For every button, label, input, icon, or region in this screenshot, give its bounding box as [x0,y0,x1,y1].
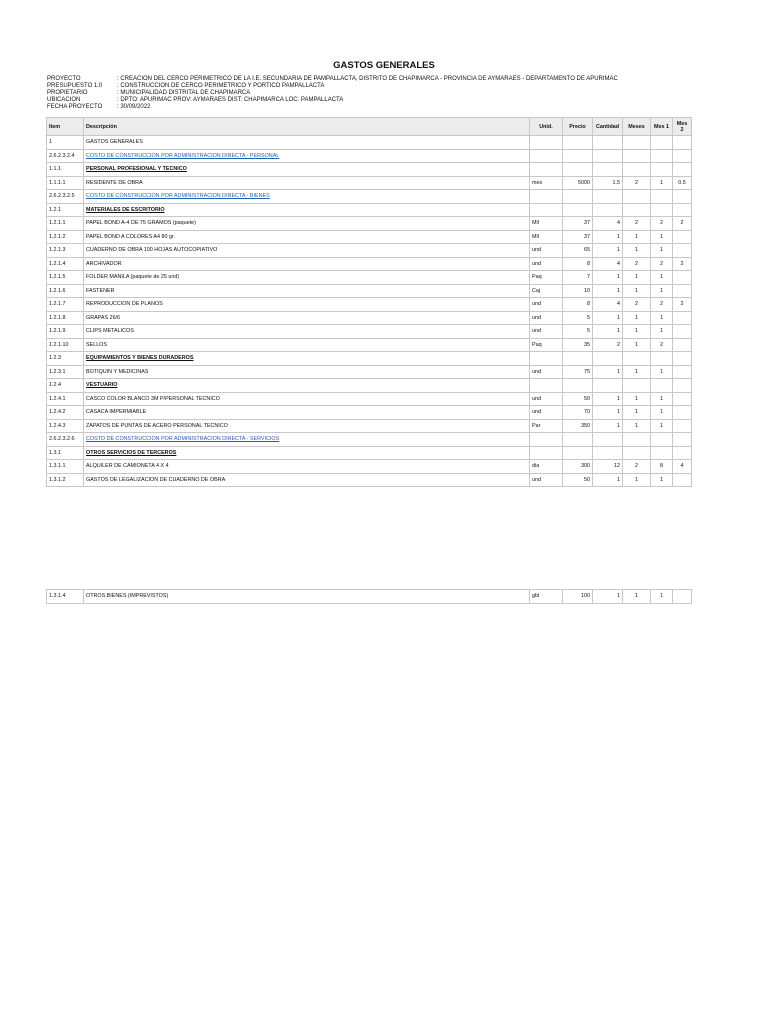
cell-unit [530,203,563,217]
cell-unit [530,352,563,366]
cell-description: VESTUARIO [84,379,530,393]
cell-quantity [593,163,623,177]
cell-unit: und [530,244,563,258]
cell-price [563,446,593,460]
table-body [47,136,692,487]
cell-months [623,136,651,150]
cell-description: CUADERNO DE OBRA 100 HOJAS AUTOCOPIATIVO [84,244,530,258]
header-price: Precio [563,118,593,136]
cell-months: 2 [623,176,651,190]
cell-quantity: 1 [593,244,623,258]
cell-quantity [593,149,623,163]
cell-item: 1.2.4.1 [47,392,84,406]
cell-quantity: 2 [593,338,623,352]
cell-unit: und [530,365,563,379]
cell-month-2 [673,136,692,150]
cell-item: 1.2.4 [47,379,84,393]
cell-months: 1 [623,230,651,244]
cell-description: GASTOS GENERALES [84,136,530,150]
cell-quantity [593,379,623,393]
cell-month-1: 1 [651,590,673,604]
cell-price [563,433,593,447]
header-month-2: Mes 2 [673,118,692,136]
cell-quantity: 1 [593,325,623,339]
cell-month-1 [651,149,673,163]
table-row [47,419,692,433]
cell-unit: Mll [530,230,563,244]
cell-quantity [593,203,623,217]
header-item: Item [47,118,84,136]
cell-quantity [593,433,623,447]
cell-months: 1 [623,392,651,406]
cell-unit [530,136,563,150]
table-row [47,460,692,474]
meta-value: : CREACION DEL CERCO PERIMETRICO DE LA I.E. SECUNDARIA DE PAMPALLACTA, DISTRITO DE CHAPIMARCA - PROVINCIA DE AYMARAES - DEPARTAMENTO DE APURIMAC [117,76,618,82]
cell-price: 7 [563,271,593,285]
cell-price [563,149,593,163]
cell-quantity: 12 [593,460,623,474]
cell-price [563,203,593,217]
project-info [47,76,618,111]
cell-month-2 [673,392,692,406]
cell-quantity: 1 [593,473,623,487]
cell-description: REPRODUCCION DE PLANOS [84,298,530,312]
cell-price: 5 [563,311,593,325]
cell-month-2 [673,190,692,204]
cell-month-2 [673,473,692,487]
cell-description: PAPEL BOND A-4 DE 75 GRAMOS (paquete) [84,217,530,231]
table-row [47,365,692,379]
cell-price: 37 [563,230,593,244]
cell-month-2 [673,590,692,604]
cell-months: 2 [623,217,651,231]
cell-description: EQUIPAMIENTOS Y BIENES DURADEROS [84,352,530,366]
cell-unit: mes [530,176,563,190]
cell-quantity: 4 [593,257,623,271]
cell-month-1 [651,136,673,150]
header-month-1: Mes 1 [651,118,673,136]
cell-description: SELLOS [84,338,530,352]
cell-month-1: 1 [651,419,673,433]
cell-months: 1 [623,271,651,285]
cell-description: ARCHIVADOR [84,257,530,271]
cell-month-2: 2 [673,217,692,231]
cell-month-1: 2 [651,298,673,312]
cell-month-2 [673,149,692,163]
meta-row [47,90,618,97]
cell-item: 1.2.3 [47,352,84,366]
cell-month-2 [673,271,692,285]
table-row [47,230,692,244]
cell-item: 1.2.1.8 [47,311,84,325]
cell-item: 2.6.2.3.2.5 [47,190,84,204]
page-title: GASTOS GENERALES [333,60,435,71]
header-unit: Unid. [530,118,563,136]
cell-item: 1.2.1.9 [47,325,84,339]
cell-description: CLIPS METALICOS [84,325,530,339]
cell-month-1: 2 [651,257,673,271]
cell-quantity [593,352,623,366]
table-row [47,284,692,298]
cell-month-2: 2 [673,298,692,312]
meta-value: : DPTO: APURIMAC PROV: AYMARAES DIST: CHAPIMARCA LOC: PAMPALLACTA [117,97,344,103]
cell-item: 1.2.1.3 [47,244,84,258]
cell-month-1 [651,352,673,366]
cell-item: 1.2.1.1 [47,217,84,231]
cell-quantity: 1 [593,590,623,604]
cell-quantity [593,136,623,150]
cell-unit: und [530,406,563,420]
cell-months: 1 [623,406,651,420]
cell-unit [530,433,563,447]
cell-price: 37 [563,217,593,231]
cell-month-1: 1 [651,271,673,285]
cell-item: 1.2.1.10 [47,338,84,352]
cell-price [563,352,593,366]
cell-price: 8 [563,257,593,271]
cell-item: 1.2.3.1 [47,365,84,379]
cell-month-2 [673,338,692,352]
cell-unit: Paq [530,271,563,285]
cell-quantity [593,190,623,204]
cell-quantity: 1 [593,365,623,379]
cell-month-1 [651,446,673,460]
meta-row [47,104,618,111]
meta-label: FECHA PROYECTO [47,104,103,110]
cell-description: BOTIQUIN Y MEDICINAS [84,365,530,379]
cell-unit [530,446,563,460]
cell-unit [530,190,563,204]
cell-months [623,379,651,393]
cell-unit: und [530,311,563,325]
header-description: Descripción [84,118,530,136]
cell-item: 1.2.1.7 [47,298,84,312]
cell-item: 1 [47,136,84,150]
cell-price: 100 [563,590,593,604]
meta-label: UBICACION [47,97,81,103]
cell-unit: und [530,257,563,271]
cell-description: GRAPAS 26/6 [84,311,530,325]
table-row [47,217,692,231]
meta-value: : 30/09/2022 [117,104,151,110]
cell-description: CASCO COLOR BLANCO 3M P/PERSONAL TECNICO [84,392,530,406]
cell-description: ALQUILER DE CAMIONETA 4 X 4 [84,460,530,474]
cell-month-1: 8 [651,460,673,474]
cell-month-1: 1 [651,406,673,420]
table-row [47,136,692,150]
cell-month-1: 2 [651,217,673,231]
cell-quantity: 1 [593,230,623,244]
cell-item: 1.2.4.2 [47,406,84,420]
cell-month-2 [673,163,692,177]
cell-unit [530,379,563,393]
cell-unit [530,149,563,163]
cell-month-1: 1 [651,473,673,487]
cell-unit: und [530,473,563,487]
cell-quantity: 1 [593,284,623,298]
table-row [47,473,692,487]
table-row [47,325,692,339]
cell-months: 2 [623,257,651,271]
cell-item: 1.2.1.2 [47,230,84,244]
table-row [47,203,692,217]
meta-row [47,76,618,83]
cell-price: 8 [563,298,593,312]
cell-month-1: 1 [651,176,673,190]
cell-unit [530,163,563,177]
cell-month-2 [673,379,692,393]
table-row [47,392,692,406]
cell-price: 300 [563,460,593,474]
cell-item: 1.3.1.1 [47,460,84,474]
cell-item: 1.2.1 [47,203,84,217]
cell-months [623,163,651,177]
cell-unit: Mll [530,217,563,231]
cell-month-1: 1 [651,325,673,339]
cell-description[interactable]: COSTO DE CONSTRUCCION POR ADMINISTRACION DIRECTA - SERVICIOS [84,433,530,447]
table-row [47,338,692,352]
cell-description: RESIDENTE DE OBRA [84,176,530,190]
cell-item: 1.1.1.1 [47,176,84,190]
table-row [47,311,692,325]
cell-description: MATERIALES DE ESCRITORIO [84,203,530,217]
cell-month-1 [651,163,673,177]
cell-description: PERSONAL PROFESIONAL Y TECNICO [84,163,530,177]
cell-months: 1 [623,338,651,352]
cell-month-2 [673,406,692,420]
cell-month-2 [673,352,692,366]
cell-month-1 [651,203,673,217]
cell-months: 1 [623,419,651,433]
cell-months: 1 [623,473,651,487]
cell-month-2: 2 [673,257,692,271]
table-row [47,244,692,258]
cell-months [623,352,651,366]
cell-price: 350 [563,419,593,433]
cell-months: 2 [623,460,651,474]
cell-price: 50 [563,473,593,487]
cell-price [563,190,593,204]
cell-description: FOLDER MANILA (paquete de 25 und) [84,271,530,285]
cell-quantity: 1 [593,311,623,325]
cell-months: 1 [623,365,651,379]
cell-price: 10 [563,284,593,298]
cell-month-2 [673,433,692,447]
cell-months: 1 [623,284,651,298]
cell-item: 2.6.2.3.2.6 [47,433,84,447]
table-row [47,298,692,312]
cell-unit: Caj [530,284,563,298]
table-row [47,406,692,420]
cell-description: GASTOS DE LEGALIZACION DE CUADERNO DE OBRA [84,473,530,487]
cell-months [623,149,651,163]
cell-months [623,433,651,447]
table-row [47,149,692,163]
cell-unit: gbl [530,590,563,604]
cell-item: 1.3.1.2 [47,473,84,487]
cell-quantity: 1.5 [593,176,623,190]
meta-label: PRESUPUESTO 1.0 [47,83,103,89]
cell-quantity: 4 [593,217,623,231]
cell-unit: Par [530,419,563,433]
cell-month-1 [651,433,673,447]
cell-unit: Paq [530,338,563,352]
cell-description: OTROS BIENES (IMPREVISTOS) [84,590,530,604]
cell-unit: dia [530,460,563,474]
cell-month-2 [673,419,692,433]
cell-months [623,446,651,460]
cell-month-1: 1 [651,230,673,244]
cell-months [623,190,651,204]
cell-month-1: 1 [651,284,673,298]
cell-months: 2 [623,298,651,312]
table-header-row [47,118,692,136]
cell-month-2: 0.5 [673,176,692,190]
cell-month-2: 4 [673,460,692,474]
budget-table [46,117,692,487]
cell-quantity: 1 [593,419,623,433]
table-row [47,590,692,604]
cell-item: 1.2.1.4 [47,257,84,271]
cell-item: 1.2.1.6 [47,284,84,298]
cell-item: 1.3.1.4 [47,590,84,604]
cell-price [563,136,593,150]
cell-month-1 [651,379,673,393]
cell-unit: und [530,325,563,339]
cell-month-1: 1 [651,244,673,258]
cell-price: 5 [563,325,593,339]
cell-month-1: 1 [651,365,673,379]
cell-description: OTROS SERVICIOS DE TERCEROS [84,446,530,460]
table-row [47,446,692,460]
meta-value: : MUNICIPALIDAD DISTRITAL DE CHAPIMARCA [117,90,251,96]
cell-months: 1 [623,590,651,604]
cell-unit: und [530,298,563,312]
cell-month-2 [673,365,692,379]
cell-month-1 [651,190,673,204]
cell-month-1: 1 [651,392,673,406]
table-row [47,433,692,447]
meta-value: : CONSTRUCCION DE CERCO PERIMETRICO Y PORTICO PAMPALLACTA [117,83,325,89]
cell-month-2 [673,230,692,244]
table-row [47,379,692,393]
cell-price: 65 [563,244,593,258]
meta-row [47,83,618,90]
cell-months [623,203,651,217]
cell-item: 1.2.1.5 [47,271,84,285]
cell-price: 5000 [563,176,593,190]
cell-month-2 [673,284,692,298]
cell-month-1: 2 [651,338,673,352]
cell-quantity: 1 [593,271,623,285]
cell-price: 75 [563,365,593,379]
cell-quantity: 1 [593,406,623,420]
cell-unit: und [530,392,563,406]
cell-description[interactable]: COSTO DE CONSTRUCCION POR ADMINISTRACION DIRECTA - BIENES [84,190,530,204]
table-row [47,271,692,285]
table-row [47,352,692,366]
cell-item: 1.2.4.3 [47,419,84,433]
cell-quantity [593,446,623,460]
header-quantity: Cantidad [593,118,623,136]
cell-price [563,379,593,393]
cell-item: 1.3.1 [47,446,84,460]
table-row [47,257,692,271]
table-row [47,190,692,204]
cell-quantity: 4 [593,298,623,312]
cell-description[interactable]: COSTO DE CONSTRUCCION POR ADMINISTRACION DIRECTA - PERSONAL [84,149,530,163]
cell-description: ZAPATOS DE PUNTAS DE ACERO PERSONAL TECNICO [84,419,530,433]
cell-price: 70 [563,406,593,420]
cell-month-2 [673,446,692,460]
cell-month-2 [673,325,692,339]
meta-label: PROYECTO [47,76,81,82]
cell-month-2 [673,203,692,217]
cell-description: FASTENER [84,284,530,298]
cell-months: 1 [623,244,651,258]
cell-quantity: 1 [593,392,623,406]
cell-item: 2.6.2.3.2.4 [47,149,84,163]
table-row [47,163,692,177]
cell-item: 1.1.1 [47,163,84,177]
cell-months: 1 [623,311,651,325]
cell-description: PAPEL BOND A COLORES A4 80 gr. [84,230,530,244]
header-months: Meses [623,118,651,136]
cell-description: CASACA IMPERMIABLE [84,406,530,420]
table-row [47,176,692,190]
cell-month-2 [673,244,692,258]
cell-month-2 [673,311,692,325]
meta-label: PROPIETARIO [47,90,88,96]
cell-months: 1 [623,325,651,339]
meta-row [47,97,618,104]
cell-price: 35 [563,338,593,352]
cell-price: 50 [563,392,593,406]
extra-table [46,589,692,604]
cell-month-1: 1 [651,311,673,325]
cell-price [563,163,593,177]
